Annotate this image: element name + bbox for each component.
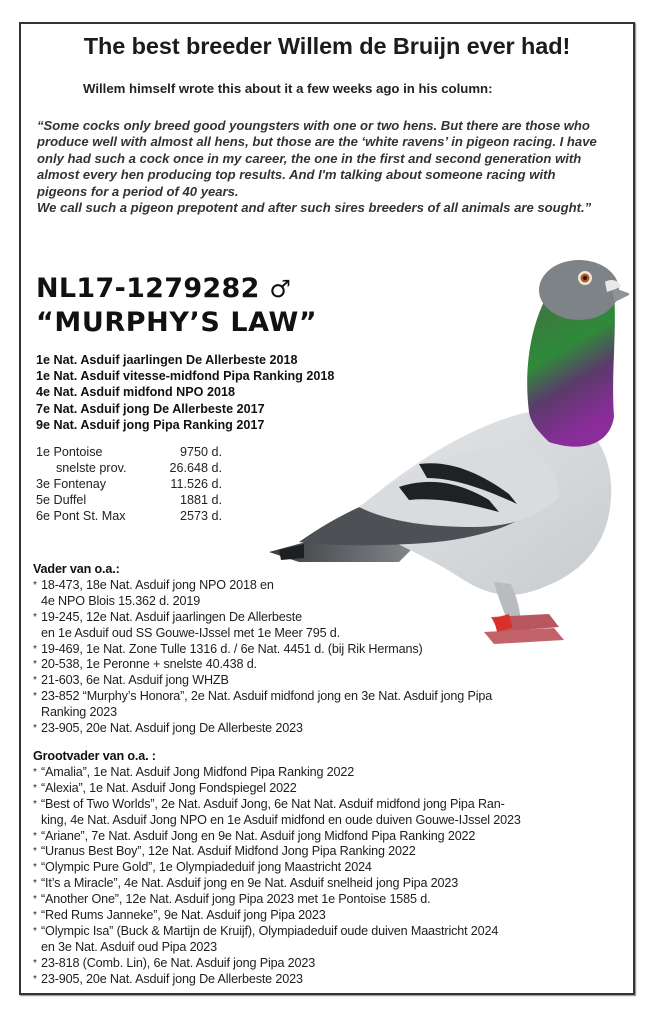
male-symbol-icon: ♂: [269, 275, 292, 303]
prizes-table: [36, 444, 222, 524]
prize-row: [36, 508, 222, 524]
list-item: [33, 860, 521, 876]
bullet-icon: *: [33, 675, 37, 687]
list-item-text: “It’s a Miracle”, 4e Nat. Asduif jong en 9e Nat. Asduif snelheid jong Pipa 2023: [41, 876, 459, 891]
prize-label: 1e Pontoise: [36, 445, 103, 459]
quote-line: pigeons for a period of 40 years.: [37, 183, 239, 199]
list-item-text: “Another One”, 12e Nat. Asduif jong Pipa 2023 met 1e Pontoise 1585 d.: [41, 892, 431, 907]
list-item: [33, 829, 521, 845]
prize-label: 5e Duffel: [36, 493, 87, 507]
bullet-icon: *: [33, 830, 37, 842]
bullet-icon: *: [33, 723, 37, 735]
prize-row: [36, 444, 222, 460]
bullet-icon: *: [33, 579, 37, 591]
bullet-icon: *: [33, 925, 37, 937]
prize-value: 11.526 d.: [170, 477, 222, 491]
grootvader-section: [33, 749, 521, 988]
list-item-text: 21-603, 6e Nat. Asduif jong WHZB: [41, 673, 229, 688]
bullet-icon: *: [33, 878, 37, 890]
list-item-text: 23-852 “Murphy’s Honora”, 2e Nat. Asduif midfond jong en 3e Nat. Asduif jong Pipa Ranking 2023: [41, 689, 493, 720]
list-item: [33, 876, 521, 892]
bullet-icon: *: [33, 691, 37, 703]
list-item: [33, 689, 492, 721]
achievement-item: 7e Nat. Asduif jong De Allerbeste 2017: [36, 401, 265, 416]
list-item-text: 23-818 (Comb. Lin), 6e Nat. Asduif jong Pipa 2023: [41, 955, 316, 970]
list-item: [33, 578, 492, 610]
page-title: The best breeder Willem de Bruijn ever had!: [83, 33, 571, 59]
prize-value: 26.648 d.: [169, 461, 222, 475]
list-item-text: “Alexia”, 1e Nat. Asduif Jong Fondspiegel 2022: [41, 780, 297, 795]
prize-value: 1881 d.: [179, 493, 222, 507]
bullet-icon: *: [33, 643, 37, 655]
list-item-text: “Uranus Best Boy”, 12e Nat. Asduif Midfond Jong Pipa Ranking 2022: [41, 844, 416, 859]
achievement-item: 9e Nat. Asduif jong Pipa Ranking 2017: [36, 417, 265, 432]
document-frame: [19, 22, 635, 995]
subtitle: Willem himself wrote this about it a few weeks ago in his column:: [83, 81, 493, 96]
bullet-icon: *: [33, 611, 37, 623]
list-item: [33, 892, 521, 908]
prize-label: 3e Fontenay: [36, 477, 107, 491]
list-item: [33, 956, 521, 972]
pigeon-name: “MURPHY’S LAW”: [36, 307, 318, 338]
list-item-text: “Ariane”, 7e Nat. Asduif Jong en 9e Nat. Asduif jong Midfond Pipa Ranking 2022: [41, 828, 476, 843]
prize-value: 2573 d.: [179, 509, 222, 523]
ring-number-text: NL17-1279282: [36, 273, 260, 304]
list-item: [33, 673, 492, 689]
list-item-text: 23-905, 20e Nat. Asduif jong De Allerbeste 2023: [41, 721, 303, 736]
list-item: [33, 924, 521, 956]
list-item-text: “Best of Two Worlds”, 2e Nat. Asduif Jong, 6e Nat Nat. Asduif midfond jong Pipa Ran- king, 4e Nat. Asduif Jong NPO en 1e Asduif midfond en oude duiven Gouwe-IJssel 2023: [41, 796, 521, 827]
achievements-list: [36, 352, 334, 433]
prize-label: 6e Pont St. Max: [36, 509, 126, 523]
bullet-icon: *: [33, 910, 37, 922]
achievement-item: 1e Nat. Asduif vitesse-midfond Pipa Ranking 2018: [36, 369, 335, 384]
vader-section: [33, 562, 492, 737]
list-item: [33, 642, 492, 658]
prize-label: snelste prov.: [56, 461, 127, 475]
ring-number: [36, 273, 291, 305]
list-item: [33, 972, 521, 988]
quote-line: almost every hen producing top results. And I'm talking about someone racing with: [37, 167, 556, 183]
list-item-text: “Amalia”, 1e Nat. Asduif Jong Midfond Pipa Ranking 2022: [41, 764, 355, 779]
bullet-icon: *: [33, 957, 37, 969]
list-item: [33, 721, 492, 737]
list-item-text: 23-905, 20e Nat. Asduif jong De Allerbeste 2023: [41, 971, 303, 986]
list-item-text: 19-245, 12e Nat. Asduif jaarlingen De Allerbeste en 1e Asduif oud SS Gouwe-IJssel met 1e Meer 795 d.: [41, 609, 340, 640]
prize-row: [36, 492, 222, 508]
achievement-item: 4e Nat. Asduif midfond NPO 2018: [36, 385, 235, 400]
quote-block: [37, 118, 627, 216]
prize-value: 9750 d.: [179, 445, 222, 459]
bullet-icon: *: [33, 862, 37, 874]
bullet-icon: *: [33, 782, 37, 794]
list-item: [33, 908, 521, 924]
list-item: [33, 610, 492, 642]
bullet-icon: *: [33, 659, 37, 671]
bullet-icon: *: [33, 894, 37, 906]
grootvader-heading: Grootvader van o.a. :: [33, 749, 156, 763]
list-item: [33, 657, 492, 673]
prize-row: [36, 460, 222, 476]
achievement-item: 1e Nat. Asduif jaarlingen De Allerbeste 2018: [36, 353, 298, 367]
quote-line: “Some cocks only breed good youngsters with one or two hens. But there are those who: [37, 118, 590, 133]
list-item-text: “Olympic Isa” (Buck & Martijn de Kruijf), Olympiadeduif oude duiven Maastricht 2024 en 3e Nat. Asduif oud Pipa 2023: [41, 923, 499, 954]
list-item-text: 20-538, 1e Peronne + snelste 40.438 d.: [41, 657, 257, 672]
quote-line: We call such a pigeon prepotent and after such sires breeders of all animals are sought.”: [37, 200, 592, 216]
list-item: [33, 844, 521, 860]
list-item-text: “Olympic Pure Gold”, 1e Olympiadeduif jong Maastricht 2024: [41, 860, 372, 875]
list-item-text: 18-473, 18e Nat. Asduif jong NPO 2018 en 4e NPO Blois 15.362 d. 2019: [41, 577, 274, 608]
list-item: [33, 781, 521, 797]
vader-heading: Vader van o.a.:: [33, 562, 120, 576]
list-item: [33, 765, 521, 781]
bullet-icon: *: [33, 798, 37, 810]
quote-line: produce well with almost all hens, but those are the ‘white ravens’ in pigeon racing. I have: [37, 134, 597, 150]
list-item-text: 19-469, 1e Nat. Zone Tulle 1316 d. / 6e Nat. 4451 d. (bij Rik Hermans): [41, 641, 423, 656]
list-item: [33, 797, 521, 829]
bullet-icon: *: [33, 846, 37, 858]
quote-line: only had such a cock once in my career, the one in the first and second generation with: [37, 150, 582, 166]
bullet-icon: *: [33, 973, 37, 985]
prize-row: [36, 476, 222, 492]
list-item-text: “Red Rums Janneke”, 9e Nat. Asduif jong Pipa 2023: [41, 908, 326, 923]
bullet-icon: *: [33, 766, 37, 778]
